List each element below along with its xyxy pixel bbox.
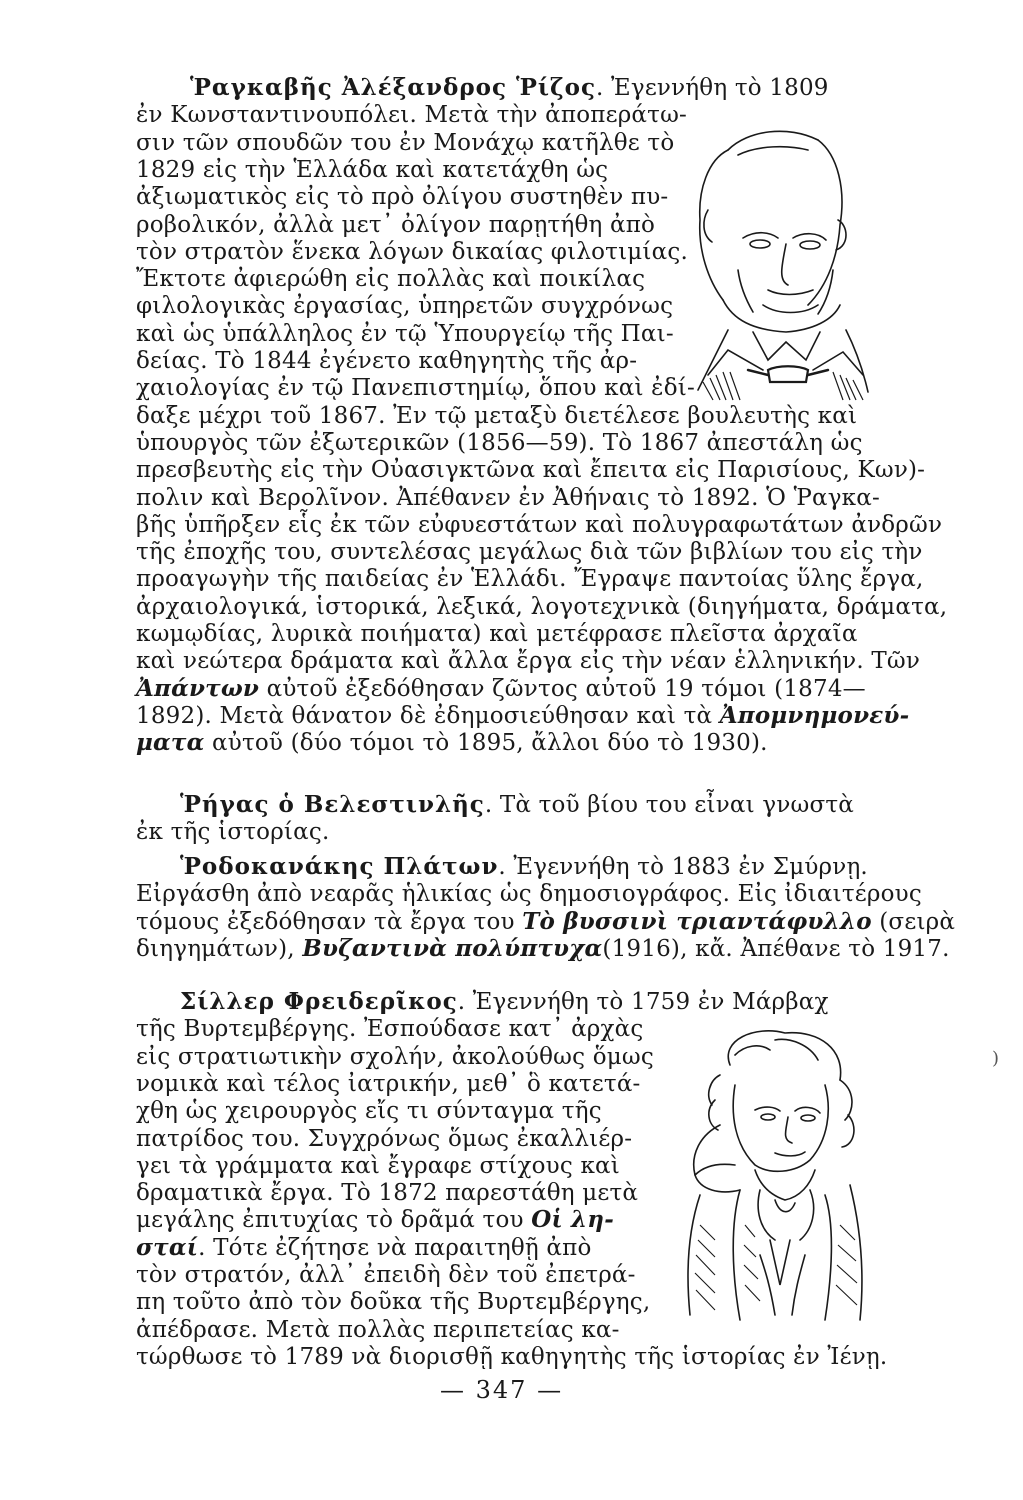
- line-text: γει τὰ γράμματα καὶ ἔγραφε στίχους καὶ: [136, 1152, 620, 1179]
- line-text: (σειρὰ: [871, 908, 956, 935]
- line-text: ἀπέδρασε. Μετὰ πολλὰς περιπετείας κα-: [136, 1316, 620, 1343]
- line-text: αὐτοῦ (δύο τόμοι τὸ 1895, ἄλλοι δύο τὸ 1930).: [204, 730, 768, 757]
- line-text: τώρθωσε τὸ 1789 νὰ διορισθῇ καθηγητὴς τῆς ἱστορίας ἐν Ἰένῃ.: [136, 1343, 888, 1370]
- line-text: ἐν Κωνσταντινουπόλει. Μετὰ τὴν ἀποπεράτω-: [136, 102, 688, 129]
- text-line: [136, 907, 955, 937]
- text-line: [136, 428, 863, 458]
- line-text: . Τότε ἐζήτησε νὰ παραιτηθῇ ἀπὸ: [198, 1234, 592, 1261]
- line-text: μεγάλης ἐπιτυχίας τὸ δρᾶμά του: [136, 1207, 532, 1234]
- italic-title: Τὸ βυσσινὶ τριαντάφυλλο: [522, 907, 872, 935]
- text-line: [136, 237, 688, 267]
- line-text: (1916), κἄ. Ἀπέθανε τὸ 1917.: [602, 935, 950, 962]
- text-line: [136, 1287, 650, 1317]
- line-text: Εἰργάσθη ἀπὸ νεαρᾶς ἡλικίας ὡς δημοσιογράφος. Εἰς ἰδιαιτέρους: [136, 881, 922, 908]
- text-line: [136, 155, 608, 185]
- line-text: . Ἐγεννήθη τὸ 1809: [596, 75, 829, 101]
- italic-title: Ἀπομνημονεύ-: [719, 701, 910, 729]
- text-line: [136, 291, 673, 321]
- entry-heading: Ῥαγκαβῆς Ἀλέξανδρος Ῥίζος: [190, 74, 597, 101]
- text-line: [190, 73, 829, 103]
- line-text: τόμους ἐξεδόθησαν τὰ ἔργα του: [136, 908, 523, 935]
- entry-heading: Ῥοδοκανάκης Πλάτων: [180, 853, 499, 880]
- line-text: χθη ὡς χειρουργὸς εἴς τι σύνταγμα τῆς: [136, 1098, 602, 1125]
- italic-title: Ἀπάντων: [136, 674, 260, 702]
- italic-title: ματα: [136, 729, 205, 757]
- line-text: 1892). Μετὰ θάνατον δὲ ἐδημοσιεύθησαν καὶ τὰ: [136, 702, 720, 729]
- text-line: [136, 1342, 887, 1372]
- line-text: δαξε μέχρι τοῦ 1867. Ἐν τῷ μεταξὺ διετέλεσε βουλευτὴς καὶ: [136, 402, 858, 429]
- italic-title: σταί: [136, 1233, 199, 1261]
- line-text: ροβολικόν, ἀλλὰ μετ᾽ ὀλίγον παρῃτήθη ἀπὸ: [136, 211, 656, 238]
- line-text: δείας. Τὸ 1844 ἐγένετο καθηγητὴς τῆς ἀρ-: [136, 348, 638, 374]
- line-text: τῆς ἐποχῆς του, συντελέσας μεγάλως διὰ τῶν βιβλίων του εἰς τὴν: [136, 539, 923, 566]
- text-line: [136, 674, 866, 704]
- page-number: — 347 —: [440, 1376, 564, 1404]
- text-line: [136, 1096, 602, 1126]
- text-line: [136, 1315, 620, 1345]
- text-line: [136, 264, 645, 294]
- italic-title: Οἱ λη-: [531, 1206, 614, 1234]
- text-line: [136, 619, 858, 649]
- text-line: [136, 319, 674, 349]
- line-text: προαγωγὴν τῆς παιδείας ἐν Ἑλλάδι. Ἔγραψε παντοίας ὕλης ἔργα,: [136, 566, 924, 593]
- text-line: [136, 510, 942, 540]
- text-line: [136, 455, 925, 485]
- text-line: [136, 879, 922, 909]
- line-text: . Τὰ τοῦ βίου του εἶναι γνωστὰ: [484, 792, 855, 818]
- text-line: [136, 564, 924, 594]
- line-text: φιλολογικὰς ἐργασίας, ὑπηρετῶν συγχρόνως: [136, 293, 674, 320]
- text-line: [136, 483, 880, 513]
- line-text: πη τοῦτο ἀπὸ τὸν δοῦκα τῆς Βυρτεμβέργης,: [136, 1289, 651, 1316]
- text-line: [136, 646, 920, 676]
- line-text: 1829 εἰς τὴν Ἑλλάδα καὶ κατετάχθη ὡς: [136, 156, 609, 183]
- text-line: [180, 852, 868, 882]
- text-line: [136, 1151, 620, 1181]
- text-line: [180, 790, 854, 820]
- text-line: [136, 592, 947, 622]
- text-line: [136, 934, 950, 964]
- line-text: εἰς στρατιωτικὴν σχολήν, ἀκολούθως ὅμως: [136, 1043, 654, 1070]
- line-text: τὸν στρατόν, ἀλλ᾽ ἐπειδὴ δὲν τοῦ ἐπετρά-: [136, 1262, 636, 1288]
- line-text: νομικὰ καὶ τέλος ἰατρικήν, μεθ᾽ ὃ κατετά-: [136, 1070, 641, 1097]
- text-line: [136, 1014, 643, 1044]
- text-line: [136, 1233, 592, 1263]
- line-text: καὶ ὡς ὑπάλληλος ἐν τῷ Ὑπουργείῳ τῆς Παι-: [136, 320, 674, 347]
- line-text: . Ἐγεννήθη τὸ 1883 ἐν Σμύρνῃ.: [498, 854, 868, 880]
- line-text: πρεσβευτὴς εἰς τὴν Οὐασιγκτῶνα καὶ ἔπειτα εἰς Παρισίους, Κων)-: [136, 457, 926, 484]
- text-line: [136, 728, 768, 758]
- text-line: [136, 1260, 636, 1290]
- text-line: [136, 1205, 614, 1235]
- italic-title: Βυζαντινὰ πολύπτυχα: [302, 934, 603, 962]
- line-text: . Ἐγεννήθη τὸ 1759 ἐν Μάρβαχ: [457, 989, 829, 1015]
- entry-heading: Ῥήγας ὁ Βελεστινλῆς: [180, 791, 485, 818]
- text-line: [136, 1178, 638, 1208]
- line-text: τῆς Βυρτεμβέργης. Ἐσπούδασε κατ᾽ ἀρχὰς: [136, 1016, 644, 1043]
- text-line: [136, 128, 674, 158]
- text-line: [136, 401, 857, 431]
- text-line: [136, 210, 655, 240]
- line-text: καὶ νεώτερα δράματα καὶ ἄλλα ἔργα εἰς τὴν νέαν ἑλληνικήν. Τῶν: [136, 648, 921, 675]
- line-text: δραματικὰ ἔργα. Τὸ 1872 παρεστάθη μετὰ: [136, 1180, 639, 1207]
- text-line: [136, 1069, 641, 1099]
- line-text: σιν τῶν σπουδῶν του ἐν Μονάχῳ κατῆλθε τὸ: [136, 129, 675, 156]
- line-text: χαιολογίας ἐν τῷ Πανεπιστημίῳ, ὅπου καὶ ἐδί-: [136, 375, 695, 402]
- line-text: ἐκ τῆς ἱστορίας.: [136, 819, 330, 846]
- portrait-schiller-illustration: [660, 1025, 875, 1325]
- text-line: [136, 346, 637, 376]
- line-text: πολιν καὶ Βερολῖνον. Ἀπέθανεν ἐν Ἀθήναις τὸ 1892. Ὁ Ῥαγκα-: [136, 484, 880, 511]
- line-text: ὑπουργὸς τῶν ἐξωτερικῶν (1856—59). Τὸ 1867 ἀπεστάλη ὡς: [136, 429, 863, 456]
- line-text: ἀξιωματικὸς εἰς τὸ πρὸ ὀλίγου συστηθὲν πυ-: [136, 184, 669, 211]
- text-line: [136, 817, 329, 847]
- text-line: [180, 987, 829, 1017]
- text-line: [136, 1042, 654, 1072]
- stray-margin-mark: ): [992, 1048, 1000, 1069]
- line-text: τὸν στρατὸν ἕνεκα λόγων δικαίας φιλοτιμίας.: [136, 238, 688, 265]
- portrait-rangavis-illustration: [668, 120, 873, 405]
- line-text: διηγημάτων),: [136, 935, 303, 962]
- text-line: [136, 100, 687, 130]
- text-line: [136, 537, 923, 567]
- line-text: Ἔκτοτε ἀφιερώθη εἰς πολλὰς καὶ ποικίλας: [136, 266, 646, 293]
- text-line: [136, 373, 695, 403]
- text-line: [136, 1124, 632, 1154]
- line-text: ἀρχαιολογικά, ἱστορικά, λεξικά, λογοτεχνικὰ (διηγήματα, δράματα,: [136, 593, 948, 620]
- entry-heading: Σίλλερ Φρειδερῖκος: [180, 988, 458, 1015]
- text-line: [136, 701, 909, 731]
- text-line: [136, 182, 668, 212]
- line-text: βῆς ὑπῆρξεν εἷς ἐκ τῶν εὐφυεστάτων καὶ πολυγραφωτάτων ἀνδρῶν: [136, 511, 943, 538]
- line-text: κωμῳδίας, λυρικὰ ποιήματα) καὶ μετέφρασε πλεῖστα ἀρχαῖα: [136, 621, 858, 647]
- line-text: πατρίδος του. Συγχρόνως ὅμως ἐκαλλιέρ-: [136, 1125, 633, 1152]
- line-text: αὐτοῦ ἐξεδόθησαν ζῶντος αὐτοῦ 19 τόμοι (1874—: [259, 675, 866, 702]
